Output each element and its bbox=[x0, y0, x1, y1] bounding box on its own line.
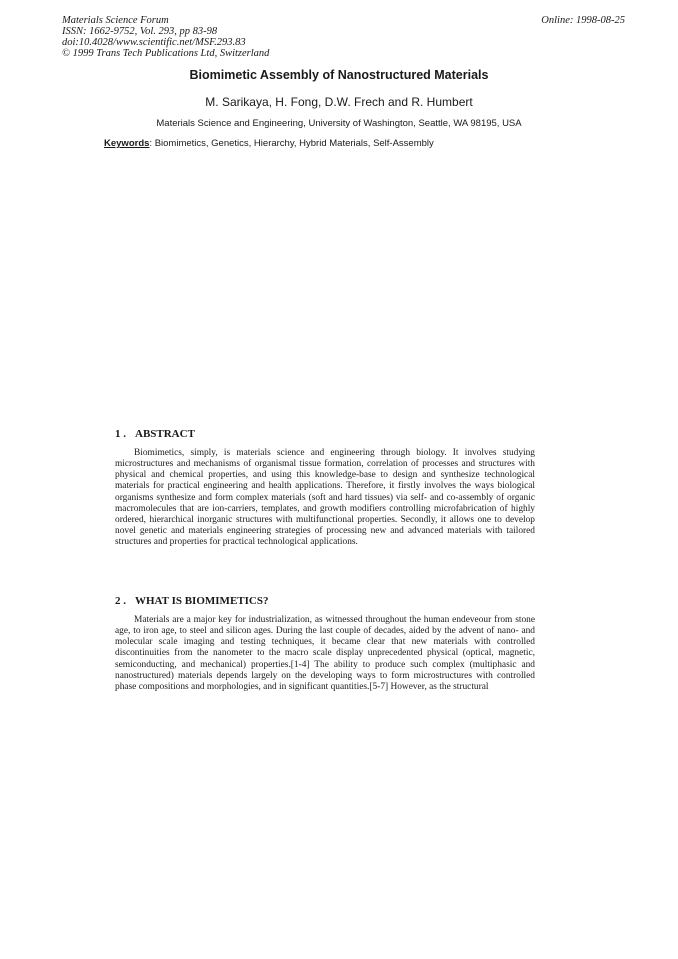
paper-affiliation: Materials Science and Engineering, University of Washington, Seattle, WA 98195, USA bbox=[156, 118, 522, 129]
copyright-line: © 1999 Trans Tech Publications Ltd, Switzerland bbox=[62, 48, 270, 59]
section-heading bbox=[115, 428, 535, 440]
section-heading bbox=[115, 595, 535, 607]
keywords-colon: : bbox=[149, 138, 155, 149]
keywords-label: Keywords bbox=[104, 138, 150, 149]
online-date: Online: 1998-08-25 bbox=[541, 15, 625, 26]
section-abstract bbox=[115, 428, 535, 548]
section-body: Biomimetics, simply, is materials science and engineering through biology. It involves studying microstructures and mechanisms of organismal tissue formation, correlation of processes and structures with physical and chemical properties, and using this knowledge-base to design and synthesize technological materials for practical engineering and health applications. Therefore, it firstly involves the ways biological organisms synthesize and form complex materials (soft and hard tissues) via self- and co-assembly of organic macromolecules that are ion-carriers, templates, and growth modifiers controlling microfabrication of highly ordered, hierarchical inorganic structures with multifunctional properties. Secondly, it allows one to develop novel genetic and materials engineering strategies of processing new and advanced materials with tailored structures and properties for practical technological applications. bbox=[115, 448, 535, 548]
doi-line: doi:10.4028/www.scientific.net/MSF.293.83 bbox=[62, 37, 246, 48]
issn-line: ISSN: 1662-9752, Vol. 293, pp 83-98 bbox=[62, 26, 218, 37]
section-title: WHAT IS BIOMIMETICS? bbox=[135, 595, 269, 607]
section-number: 1 . bbox=[115, 428, 126, 440]
journal-name: Materials Science Forum bbox=[62, 15, 169, 26]
section-body: Materials are a major key for industrialization, as witnessed throughout the human endeveour from stone age, to iron age, to steel and silicon ages. During the last couple of decades, aided by the advent of nano- and molecular scale imaging and testing techniques, it became clear that new materials with controlled discontinuities from the nanometer to the macro scale display unprecedented physical (optical, magnetic, semiconducting, and mechanical) properties.[1-4] The ability to produce such complex (multiphasic and nanostructured) materials depends largely on the developing ways to form microstructures with controlled phase compositions and morphologies, and in significant quantities.[5-7] However, as the structural bbox=[115, 615, 535, 692]
keywords-line bbox=[104, 138, 434, 149]
section-number: 2 . bbox=[115, 595, 126, 607]
journal-header bbox=[62, 15, 269, 59]
keywords-list: Biomimetics, Genetics, Hierarchy, Hybrid Materials, Self-Assembly bbox=[154, 138, 434, 149]
section-title: ABSTRACT bbox=[135, 428, 195, 440]
section-what-is-biomimetics bbox=[115, 595, 535, 693]
paper-title: Biomimetic Assembly of Nanostructured Materials bbox=[189, 68, 489, 82]
paper-authors: M. Sarikaya, H. Fong, D.W. Frech and R. Humbert bbox=[205, 95, 473, 109]
